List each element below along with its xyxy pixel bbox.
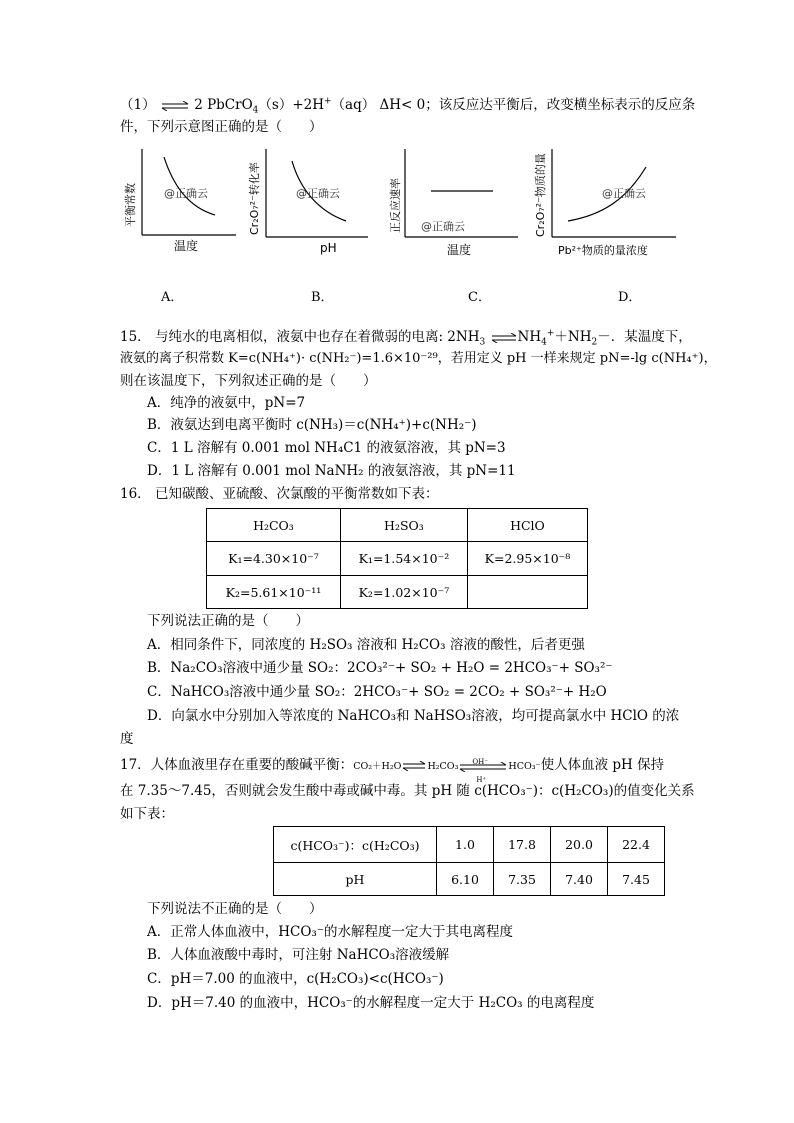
q15-stem-line3: 则在该温度下，下列叙述正确的是（ ） [120, 373, 377, 389]
q15-text-a: 15． 与纯水的电离相似，液氨中也存在着微弱的电离: 2NH [120, 329, 480, 345]
chart-a-ylabel: 平衡常数 [124, 183, 137, 227]
q15-text-d: －．某温度下， [597, 329, 692, 345]
q17-eq-reactants: CO₂＋H₂O [353, 761, 402, 772]
option-b-label[interactable]: B． [311, 290, 334, 305]
chart-c-xlabel: 温度 [447, 243, 472, 257]
q14-state: （s）+2H [258, 97, 324, 113]
q15-text-b: NH [517, 329, 542, 345]
table-cell: K=2.95×10⁻⁸ [467, 542, 587, 576]
option-a-label[interactable]: A． [161, 290, 184, 305]
table-cell: H₂CO₃ [207, 509, 341, 542]
table-cell: K₁=4.30×10⁻⁷ [207, 542, 341, 576]
q16-ask: 下列说法正确的是（ ） [147, 613, 309, 629]
q15-text-c: ＋NH [554, 329, 592, 345]
chart-a-watermark: @正确云 [164, 187, 208, 200]
q17-option-b[interactable]: B．人体血液酸中毒时，可注射 NaHCO₃溶液缓解 [147, 947, 450, 963]
equilibrium-arrow-icon [401, 761, 427, 771]
q17-text-b: 使人体血液 pH 保持 [540, 757, 665, 773]
q16-option-b[interactable]: B．Na₂CO₃溶液中通少量 SO₂：2CO₃²⁻+ SO₂ + H₂O = 2HCO₃⁻+ SO₃²⁻ [147, 660, 613, 676]
table-header: pH [274, 863, 437, 896]
q15-option-a[interactable]: A．纯净的液氨中，pN=7 [147, 395, 306, 411]
q14-condition: （aq） ΔH< 0；该反应达平衡后，改变横坐标表示的反应条 [331, 97, 696, 113]
q17-table [273, 826, 665, 896]
q15-option-b[interactable]: B．液氨达到电离平衡时 c(NH₃)＝c(NH₄⁺)+c(NH₂⁻) [147, 417, 477, 433]
chart-a [118, 145, 238, 255]
table-cell: HClO [467, 509, 587, 542]
table-header: c(HCO₃⁻)：c(H₂CO₃) [274, 827, 437, 863]
q17-eq-middle: H₂CO₃ [427, 761, 459, 772]
q14-product: 2 PbCrO [194, 97, 253, 113]
table-cell: H₂SO₃ [340, 509, 467, 542]
equilibrium-arrow-icon [490, 333, 518, 343]
chart-b-xlabel: pH [320, 241, 337, 255]
chart-c-watermark: @正确云 [421, 220, 465, 233]
table-cell: 6.10 [437, 863, 494, 896]
q17-option-d[interactable]: D．pH＝7.40 的血液中，HCO₃⁻的水解程度一定大于 H₂CO₃ 的电离程度 [147, 995, 595, 1011]
table-cell: K₂=1.02×10⁻⁷ [340, 576, 467, 609]
q15-option-d[interactable]: D．1 L 溶解有 0.001 mol NaNH₂ 的液氨溶液，其 pN=11 [147, 463, 516, 479]
chart-d-xlabel: Pb²⁺物质的量浓度 [558, 244, 648, 257]
q17-ask: 下列说法不正确的是（ ） [147, 901, 323, 917]
table-cell: 1.0 [437, 827, 494, 863]
q14-number: （1） [120, 97, 156, 113]
q16-stem: 16． 已知碳酸、亚硫酸、次氯酸的平衡常数如下表： [120, 486, 439, 502]
chart-b [240, 145, 370, 260]
q17-option-c[interactable]: C．pH＝7.00 的血液中，c(H₂CO₃)<c(HCO₃⁻) [147, 971, 444, 987]
option-d-label[interactable]: D． [618, 290, 642, 305]
q16-option-d-cont: 度 [120, 731, 134, 747]
q17-text-a: 17．人体血液里存在重要的酸碱平衡： [120, 757, 354, 773]
q17-option-a[interactable]: A．正常人体血液中，HCO₃⁻的水解程度一定大于其电离程度 [147, 924, 513, 940]
chart-a-xlabel: 温度 [174, 239, 199, 253]
equilibrium-arrow-icon [160, 101, 190, 111]
chart-b-ylabel: Cr₂O₇²⁻转化率 [248, 162, 261, 235]
table-cell: 17.8 [494, 827, 551, 863]
table-cell [467, 576, 587, 609]
q16-table [206, 508, 588, 609]
table-cell: 20.0 [551, 827, 608, 863]
q17-eq-h: H⁺ [476, 775, 487, 784]
table-cell: 7.40 [551, 863, 608, 896]
chart-d [530, 145, 680, 265]
q15-stem-line1: 15． 与纯水的电离相似，液氨中也存在着微弱的电离: $2NH_3$ $NH_4^++NH_2-$．某温度下， [120, 328, 692, 348]
q15-option-c[interactable]: C．1 L 溶解有 0.001 mol NH₄C1 的液氨溶液，其 pN=3 [147, 440, 506, 456]
table-cell: K₁=1.54×10⁻² [340, 542, 467, 576]
chart-d-watermark: @正确云 [602, 187, 646, 200]
q15-stem-line2: 液氨的离子积常数 K=c(NH₄⁺)· c(NH₂⁻)=1.6×10⁻²⁹，若用定义 pH 一样来规定 pN=-lg c(NH₄⁺)， [120, 351, 717, 366]
table-cell: 7.45 [608, 863, 665, 896]
q17-stem-line2: 在 7.35～7.45，否则就会发生酸中毒或碱中毒。其 pH 随 c(HCO₃⁻)：c(H₂CO₃)的值变化关系 [120, 783, 695, 799]
q17-stem-line3: 如下表： [120, 806, 174, 822]
q17-eq-oh: OH⁻ [472, 757, 488, 766]
q16-option-c[interactable]: C．NaHCO₃溶液中通少量 SO₂：2HCO₃⁻+ SO₂ = 2CO₂ + SO₃²⁻+ H₂O [147, 684, 607, 700]
chart-d-ylabel: Cr₂O₇²⁻物质的量 [534, 153, 547, 237]
table-cell: 22.4 [608, 827, 665, 863]
option-c-label[interactable]: C． [468, 290, 491, 305]
q16-option-d[interactable]: D．向氯水中分别加入等浓度的 NaHCO₃和 NaHSO₃溶液，均可提高氯水中 HClO 的浓 [147, 708, 680, 724]
q17-eq-product: HCO₃⁻ [508, 761, 541, 772]
chart-c [385, 145, 520, 260]
q14-stem-line1: （1） 2 PbCrO$_4$（s）+2H+（aq） ΔH< 0；该反应达平衡后，改变横坐标表示的反应条 [120, 96, 696, 116]
q16-option-a[interactable]: A．相同条件下，同浓度的 H₂SO₃ 溶液和 H₂CO₃ 溶液的酸性，后者更强 [147, 637, 585, 653]
q17-stem-line1 [120, 756, 665, 784]
chart-b-watermark: @正确云 [296, 187, 340, 200]
table-cell: 7.35 [494, 863, 551, 896]
table-cell: K₂=5.61×10⁻¹¹ [207, 576, 341, 609]
q14-stem-line2: 件，下列示意图正确的是（ ） [120, 119, 323, 135]
chart-c-ylabel: 正反应速率 [389, 178, 402, 233]
